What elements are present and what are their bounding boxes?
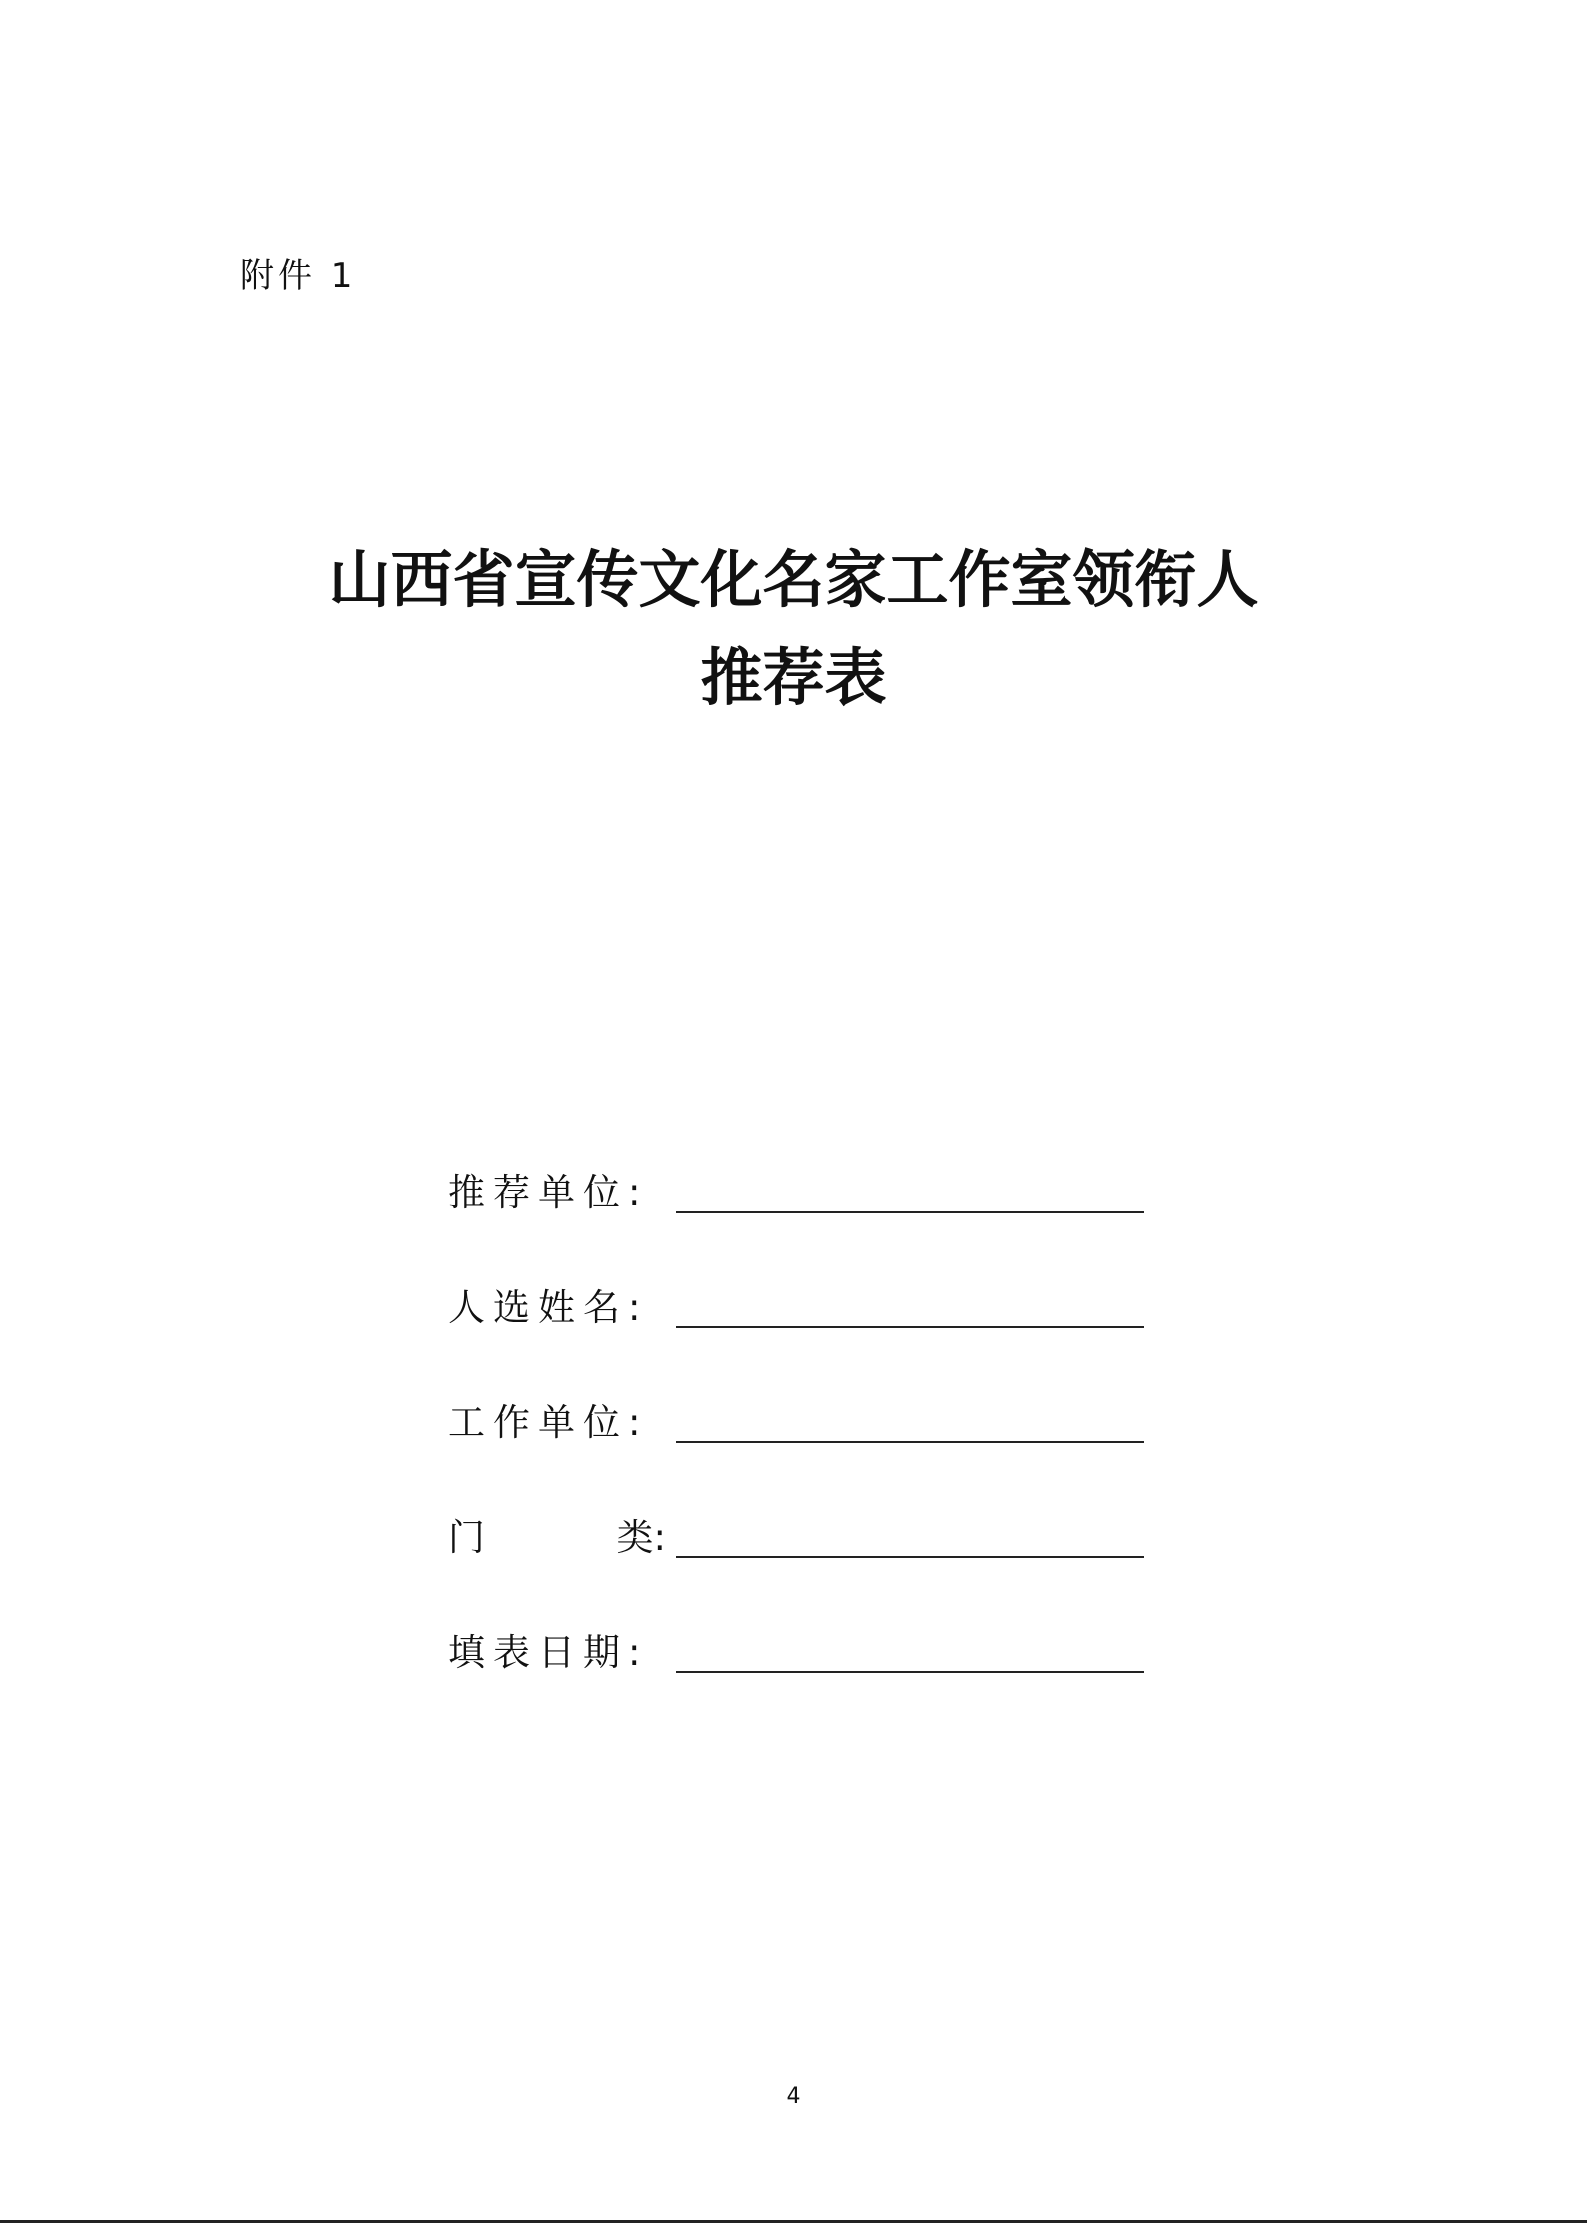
form-row-category (448, 1453, 1148, 1568)
field-line-candidate-name[interactable] (676, 1326, 1144, 1328)
field-label-candidate-name: 人选姓名: (448, 1286, 649, 1329)
page-number: 4 (786, 2084, 801, 2109)
field-label-recommending-unit: 推荐单位: (448, 1171, 649, 1214)
footer-rule (0, 2220, 1587, 2223)
form-row-candidate-name (448, 1223, 1148, 1338)
document-title: 山西省宣传文化名家工作室领衔人 (328, 543, 1259, 616)
field-label-category-right: 类: (616, 1516, 666, 1559)
field-line-recommending-unit[interactable] (676, 1211, 1144, 1213)
form-row-recommending-unit (448, 1108, 1148, 1223)
field-label-category-left: 门 (448, 1516, 485, 1559)
field-line-fill-date[interactable] (676, 1671, 1144, 1673)
field-label-work-unit: 工作单位: (448, 1401, 649, 1444)
field-label-category (448, 1508, 676, 1568)
document-subtitle: 推荐表 (700, 641, 887, 714)
form-row-fill-date (448, 1568, 1148, 1683)
field-label-fill-date: 填表日期: (448, 1631, 649, 1674)
form-fields (448, 1108, 1148, 1683)
attachment-label: 附件 1 (240, 256, 357, 296)
field-line-category[interactable] (676, 1556, 1144, 1558)
form-row-work-unit (448, 1338, 1148, 1453)
field-line-work-unit[interactable] (676, 1441, 1144, 1443)
